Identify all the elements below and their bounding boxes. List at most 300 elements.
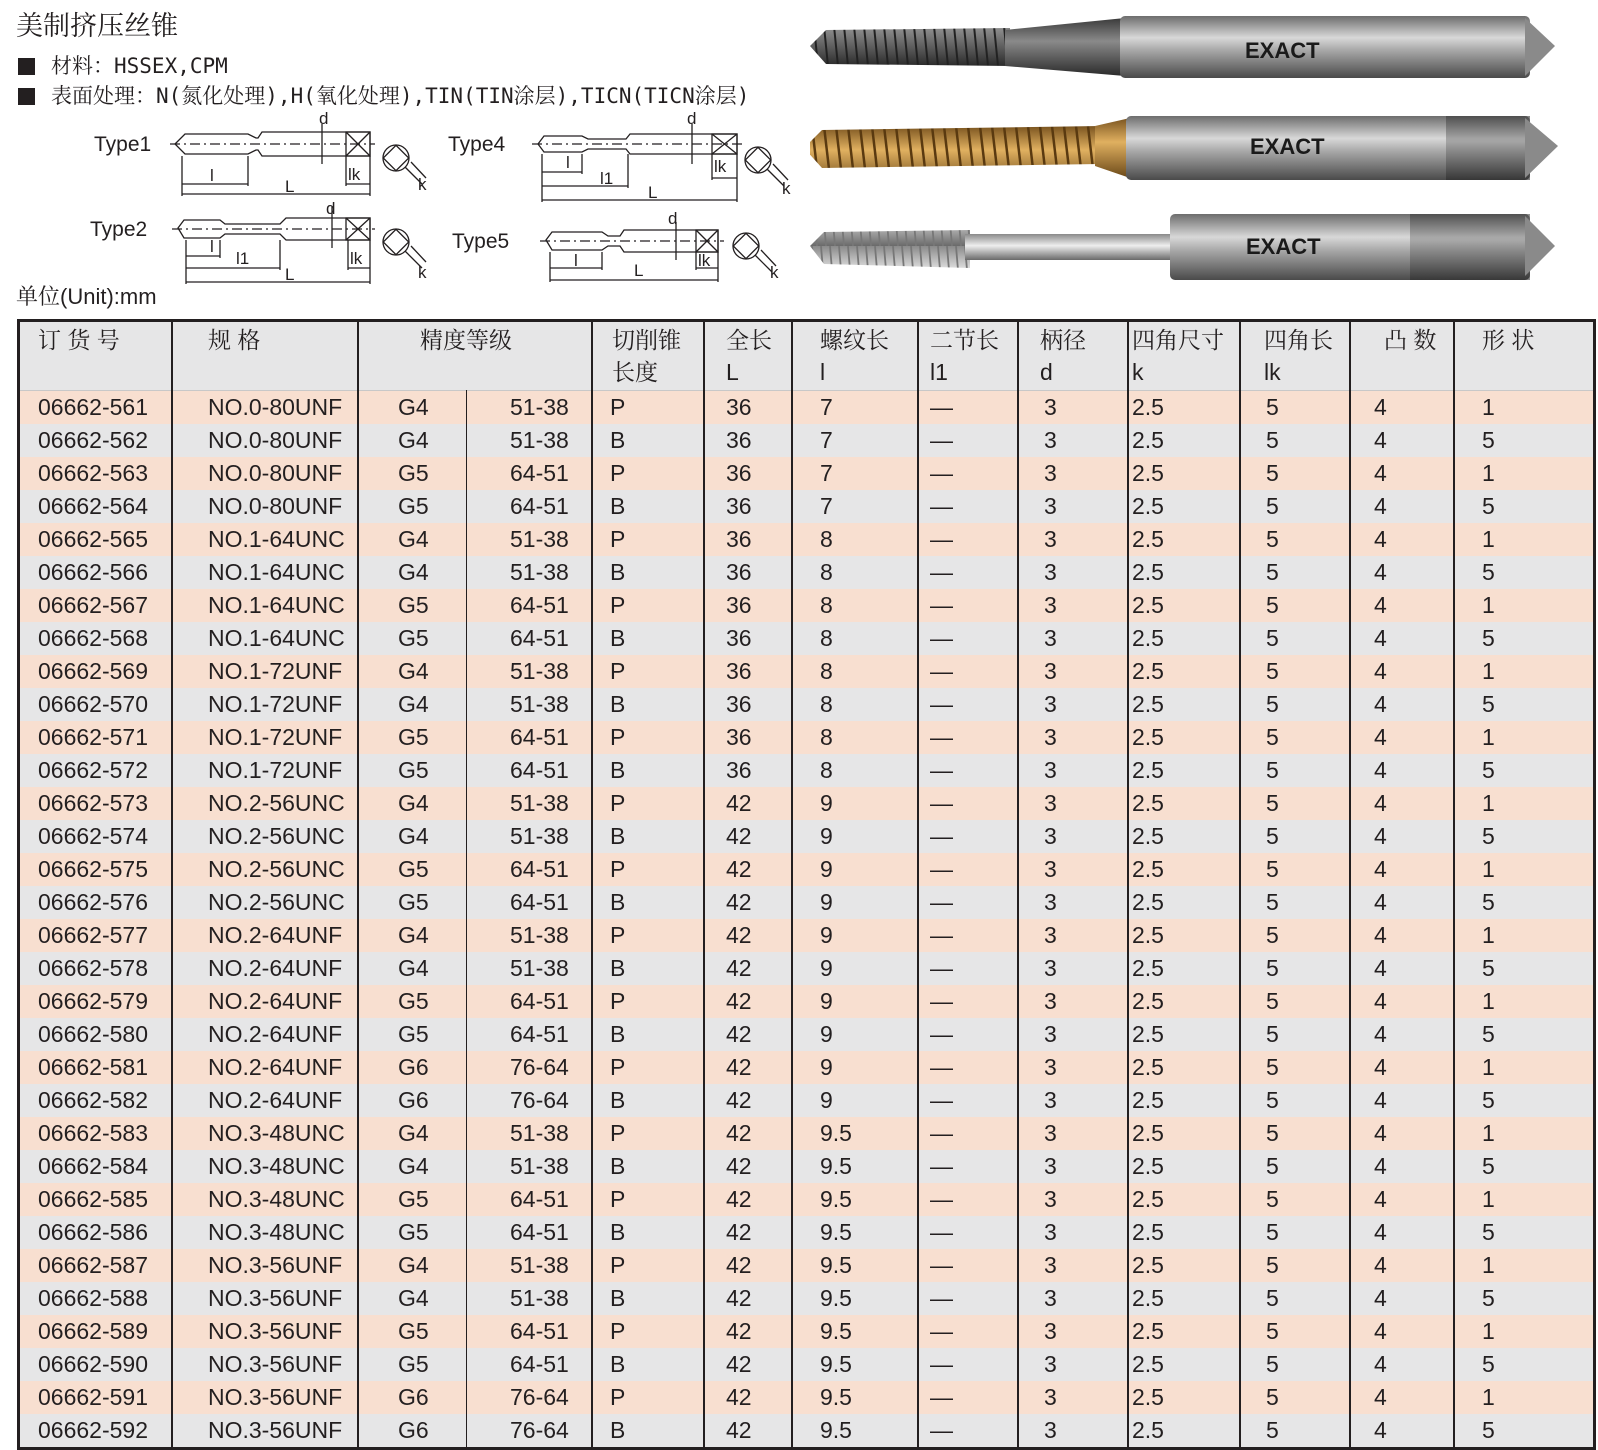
table-cell: 36 (726, 493, 752, 519)
table-cell: 64-51 (510, 460, 569, 486)
table-cell: P (610, 1186, 626, 1212)
column-header-title: 柄径 (1040, 327, 1086, 353)
table-cell: G5 (398, 1318, 429, 1344)
table-cell: 5 (1482, 1087, 1495, 1113)
table-cell: 4 (1374, 460, 1387, 486)
l-label: l (574, 251, 578, 270)
table-cell: NO.3-56UNF (208, 1252, 343, 1278)
table-cell: G5 (398, 988, 429, 1014)
table-row (20, 1282, 1593, 1315)
table-cell: 06662-585 (38, 1186, 148, 1212)
table-cell: 1 (1482, 1120, 1495, 1146)
table-cell: NO.2-56UNC (208, 823, 345, 849)
table-cell: 3 (1044, 1351, 1057, 1377)
table-cell: 8 (820, 757, 833, 783)
table-cell: 3 (1044, 1153, 1057, 1179)
table-row (20, 721, 1593, 754)
table-cell: NO.1-64UNC (208, 625, 345, 651)
table-cell: 4 (1374, 1351, 1387, 1377)
table-cell: 3 (1044, 1417, 1057, 1443)
table-cell: 06662-566 (38, 559, 148, 585)
table-cell: G4 (398, 790, 429, 816)
table-cell: 5 (1266, 1351, 1279, 1377)
table-cell: 5 (1266, 625, 1279, 651)
table-cell: 3 (1044, 427, 1057, 453)
table-cell: 1 (1482, 1384, 1495, 1410)
table-cell: 5 (1266, 1087, 1279, 1113)
k-label: k (418, 175, 427, 194)
table-cell: 76-64 (510, 1054, 569, 1080)
d-label: d (668, 209, 678, 228)
table-cell: 64-51 (510, 757, 569, 783)
table-cell: 64-51 (510, 493, 569, 519)
table-cell: 42 (726, 1120, 752, 1146)
table-cell: 4 (1374, 691, 1387, 717)
table-cell: 36 (726, 757, 752, 783)
table-cell: 1 (1482, 790, 1495, 816)
table-cell: P (610, 592, 626, 618)
table-cell: 36 (726, 526, 752, 552)
table-cell: NO.3-56UNF (208, 1285, 343, 1311)
table-cell: — (930, 625, 953, 651)
table-cell: 5 (1266, 691, 1279, 717)
table-cell: 2.5 (1132, 1021, 1164, 1047)
table-cell: 3 (1044, 658, 1057, 684)
table-cell: 4 (1374, 1318, 1387, 1344)
table-cell: — (930, 559, 953, 585)
table-cell: 42 (726, 1186, 752, 1212)
column-header-title: 切削锥 (612, 327, 681, 353)
table-cell: 8 (820, 625, 833, 651)
table-cell: 42 (726, 823, 752, 849)
table-cell: 51-38 (510, 658, 569, 684)
table-cell: 2.5 (1132, 889, 1164, 915)
table-cell: NO.3-56UNF (208, 1351, 343, 1377)
column-header (726, 322, 772, 390)
table-cell: B (610, 823, 626, 849)
unit-label: 单位(Unit):mm (16, 284, 157, 309)
table-cell: 06662-561 (38, 394, 148, 420)
table-cell: 7 (820, 460, 833, 486)
table-cell: 3 (1044, 460, 1057, 486)
table-cell: 1 (1482, 1252, 1495, 1278)
table-cell: — (930, 460, 953, 486)
table-cell: 5 (1266, 955, 1279, 981)
table-cell: B (610, 757, 626, 783)
column-divider (791, 322, 793, 1447)
column-header-subtitle: 长度 (612, 359, 658, 385)
table-cell: B (610, 1021, 626, 1047)
table-cell: — (930, 955, 953, 981)
table-cell: 4 (1374, 1186, 1387, 1212)
column-header-title: 螺纹长 (820, 327, 889, 353)
table-cell: 3 (1044, 1285, 1057, 1311)
table-cell: G4 (398, 1285, 429, 1311)
table-cell: — (930, 394, 953, 420)
column-header-title: 精度等级 (420, 327, 512, 353)
table-cell: 5 (1482, 1021, 1495, 1047)
column-header-title: 二节长 (930, 327, 999, 353)
table-cell: — (930, 493, 953, 519)
table-cell: 5 (1266, 856, 1279, 882)
table-cell: 9.5 (820, 1351, 852, 1377)
L-label: L (285, 177, 295, 196)
table-row (20, 853, 1593, 886)
type4-diagram (532, 108, 797, 204)
table-cell: NO.1-64UNC (208, 526, 345, 552)
table-cell: 42 (726, 1153, 752, 1179)
table-cell: NO.2-56UNC (208, 889, 345, 915)
table-cell: 2.5 (1132, 1120, 1164, 1146)
table-cell: — (930, 1285, 953, 1311)
table-row (20, 1216, 1593, 1249)
table-cell: 5 (1482, 691, 1495, 717)
table-cell: 06662-583 (38, 1120, 148, 1146)
table-cell: 06662-565 (38, 526, 148, 552)
table-cell: 2.5 (1132, 625, 1164, 651)
table-cell: P (610, 658, 626, 684)
table-row (20, 820, 1593, 853)
column-divider (703, 322, 705, 1447)
lk-label: lk (698, 251, 711, 270)
table-cell: 64-51 (510, 1219, 569, 1245)
table-cell: — (930, 1186, 953, 1212)
table-cell: NO.0-80UNF (208, 394, 343, 420)
table-cell: 1 (1482, 658, 1495, 684)
column-divider (1453, 322, 1455, 1447)
table-row (20, 556, 1593, 589)
table-cell: 5 (1266, 1219, 1279, 1245)
table-cell: 4 (1374, 427, 1387, 453)
table-cell: 5 (1266, 1021, 1279, 1047)
table-cell: 64-51 (510, 625, 569, 651)
table-cell: 5 (1482, 823, 1495, 849)
table-cell: 4 (1374, 658, 1387, 684)
table-cell: P (610, 526, 626, 552)
table-cell: 64-51 (510, 856, 569, 882)
table-cell: — (930, 922, 953, 948)
table-cell: 2.5 (1132, 493, 1164, 519)
column-header (1264, 322, 1333, 390)
table-cell: 2.5 (1132, 856, 1164, 882)
table-cell: 4 (1374, 592, 1387, 618)
table-cell: 2.5 (1132, 559, 1164, 585)
table-cell: 06662-573 (38, 790, 148, 816)
table-cell: 3 (1044, 1087, 1057, 1113)
column-header-subtitle: lk (1264, 359, 1281, 385)
table-cell: — (930, 1120, 953, 1146)
table-cell: G5 (398, 493, 429, 519)
table-cell: 2.5 (1132, 823, 1164, 849)
table-cell: NO.3-48UNC (208, 1219, 345, 1245)
table-row (20, 490, 1593, 523)
table-cell: 5 (1482, 493, 1495, 519)
table-cell: 9.5 (820, 1318, 852, 1344)
table-cell: 4 (1374, 1285, 1387, 1311)
column-header (612, 322, 681, 390)
table-cell: G4 (398, 658, 429, 684)
table-cell: B (610, 691, 626, 717)
table-cell: 4 (1374, 526, 1387, 552)
table-row (20, 1315, 1593, 1348)
table-cell: 42 (726, 1417, 752, 1443)
table-cell: — (930, 1054, 953, 1080)
type2-diagram (170, 196, 435, 286)
table-cell: 5 (1266, 1054, 1279, 1080)
table-cell: 06662-564 (38, 493, 148, 519)
table-cell: 4 (1374, 559, 1387, 585)
column-header-title: 规 格 (208, 327, 261, 353)
table-cell: B (610, 1087, 626, 1113)
table-cell: 42 (726, 1285, 752, 1311)
table-cell: 3 (1044, 724, 1057, 750)
table-cell: 64-51 (510, 988, 569, 1014)
table-cell: 06662-592 (38, 1417, 148, 1443)
table-cell: NO.1-72UNF (208, 757, 343, 783)
table-cell: 9.5 (820, 1285, 852, 1311)
table-cell: 9 (820, 790, 833, 816)
table-cell: G5 (398, 1186, 429, 1212)
table-cell: 5 (1266, 1417, 1279, 1443)
column-divider (357, 322, 359, 1447)
table-cell: 06662-580 (38, 1021, 148, 1047)
table-cell: NO.3-48UNC (208, 1186, 345, 1212)
table-cell: 3 (1044, 790, 1057, 816)
table-cell: 06662-574 (38, 823, 148, 849)
table-cell: NO.2-64UNF (208, 1087, 343, 1113)
column-header-subtitle: k (1132, 359, 1144, 385)
column-header (820, 322, 889, 390)
spec-table (17, 319, 1596, 1450)
table-cell: 9 (820, 856, 833, 882)
table-cell: 06662-582 (38, 1087, 148, 1113)
table-cell: 06662-586 (38, 1219, 148, 1245)
table-cell: B (610, 889, 626, 915)
table-cell: 5 (1266, 988, 1279, 1014)
table-cell: B (610, 427, 626, 453)
column-divider (171, 322, 173, 1447)
table-cell: NO.0-80UNF (208, 493, 343, 519)
table-cell: 5 (1482, 1417, 1495, 1443)
table-cell: 3 (1044, 1219, 1057, 1245)
table-cell: G6 (398, 1054, 429, 1080)
table-cell: 5 (1266, 394, 1279, 420)
lk-label: lk (350, 249, 363, 268)
table-cell: 42 (726, 889, 752, 915)
table-cell: 2.5 (1132, 658, 1164, 684)
table-cell: NO.3-56UNF (208, 1384, 343, 1410)
table-cell: 2.5 (1132, 1417, 1164, 1443)
l1-label: l1 (236, 249, 250, 268)
table-cell: 1 (1482, 460, 1495, 486)
table-cell: — (930, 889, 953, 915)
table-row (20, 589, 1593, 622)
table-cell: 2.5 (1132, 460, 1164, 486)
table-cell: 5 (1266, 592, 1279, 618)
table-cell: 3 (1044, 625, 1057, 651)
table-cell: 5 (1266, 790, 1279, 816)
table-cell: 5 (1482, 955, 1495, 981)
table-cell: 4 (1374, 889, 1387, 915)
table-cell: 5 (1266, 724, 1279, 750)
table-cell: 5 (1266, 1285, 1279, 1311)
l-label: l (210, 237, 214, 256)
type1-label: Type1 (94, 133, 152, 156)
column-header-title: 凸 数 (1384, 327, 1437, 353)
table-cell: 06662-584 (38, 1153, 148, 1179)
table-cell: — (930, 1384, 953, 1410)
table-cell: 9 (820, 1087, 833, 1113)
table-cell: NO.2-64UNF (208, 955, 343, 981)
table-cell: 4 (1374, 856, 1387, 882)
table-cell: 2.5 (1132, 691, 1164, 717)
table-row (20, 886, 1593, 919)
table-cell: 4 (1374, 1153, 1387, 1179)
table-cell: 2.5 (1132, 955, 1164, 981)
page-title: 美制挤压丝锥 (16, 11, 178, 41)
table-cell: NO.3-48UNC (208, 1120, 345, 1146)
table-cell: 4 (1374, 625, 1387, 651)
table-cell: 51-38 (510, 823, 569, 849)
table-cell: 06662-578 (38, 955, 148, 981)
table-cell: 64-51 (510, 1318, 569, 1344)
table-cell: 5 (1266, 1120, 1279, 1146)
table-cell: 36 (726, 658, 752, 684)
table-cell: 3 (1044, 559, 1057, 585)
table-cell: NO.3-56UNF (208, 1417, 343, 1443)
table-cell: 5 (1266, 493, 1279, 519)
column-divider (1127, 322, 1129, 1447)
material-text: 材料：HSSEX,CPM (51, 54, 228, 78)
table-cell: 9 (820, 823, 833, 849)
table-cell: B (610, 1285, 626, 1311)
table-cell: NO.0-80UNF (208, 427, 343, 453)
column-divider (1017, 322, 1019, 1447)
column-header-subtitle: d (1040, 359, 1053, 385)
table-cell: 5 (1266, 559, 1279, 585)
table-cell: 5 (1266, 823, 1279, 849)
table-cell: 64-51 (510, 1351, 569, 1377)
table-cell: 2.5 (1132, 922, 1164, 948)
table-cell: 76-64 (510, 1417, 569, 1443)
table-row (20, 1084, 1593, 1117)
table-cell: 1 (1482, 724, 1495, 750)
table-cell: G4 (398, 526, 429, 552)
column-divider (591, 322, 593, 1447)
table-cell: 3 (1044, 1186, 1057, 1212)
column-header-subtitle: l (820, 359, 826, 385)
table-cell: NO.2-56UNC (208, 790, 345, 816)
table-cell: — (930, 757, 953, 783)
column-header (208, 322, 260, 390)
table-cell: G5 (398, 889, 429, 915)
table-cell: 4 (1374, 988, 1387, 1014)
table-cell: G5 (398, 724, 429, 750)
table-header (20, 322, 1593, 391)
table-cell: 4 (1374, 394, 1387, 420)
table-cell: 42 (726, 1054, 752, 1080)
table-cell: G4 (398, 1120, 429, 1146)
table-cell: 5 (1482, 1219, 1495, 1245)
tap-product-images (810, 6, 1570, 286)
L-label: L (634, 261, 644, 280)
table-cell: 36 (726, 724, 752, 750)
table-cell: 4 (1374, 922, 1387, 948)
table-cell: G4 (398, 559, 429, 585)
table-cell: 4 (1374, 1120, 1387, 1146)
table-cell: 5 (1266, 1318, 1279, 1344)
column-divider (917, 322, 919, 1447)
column-header (420, 322, 512, 390)
table-cell: G5 (398, 856, 429, 882)
table-cell: 3 (1044, 1120, 1057, 1146)
table-cell: 51-38 (510, 526, 569, 552)
table-cell: 8 (820, 559, 833, 585)
table-row (20, 1249, 1593, 1282)
table-cell: 2.5 (1132, 724, 1164, 750)
table-cell: 2.5 (1132, 592, 1164, 618)
d-label: d (687, 109, 697, 128)
table-cell: 64-51 (510, 1186, 569, 1212)
table-cell: G6 (398, 1384, 429, 1410)
table-row (20, 952, 1593, 985)
table-row (20, 1117, 1593, 1150)
table-cell: P (610, 724, 626, 750)
table-cell: 9.5 (820, 1153, 852, 1179)
table-cell: — (930, 691, 953, 717)
table-cell: P (610, 856, 626, 882)
table-cell: 4 (1374, 1054, 1387, 1080)
table-cell: 3 (1044, 493, 1057, 519)
table-cell: P (610, 1384, 626, 1410)
table-cell: — (930, 427, 953, 453)
table-cell: P (610, 1054, 626, 1080)
table-cell: 5 (1266, 1153, 1279, 1179)
table-cell: NO.1-72UNF (208, 724, 343, 750)
table-cell: 5 (1482, 1351, 1495, 1377)
table-cell: — (930, 1351, 953, 1377)
table-cell: G5 (398, 592, 429, 618)
column-header (1384, 322, 1436, 390)
table-cell: 42 (726, 1351, 752, 1377)
table-cell: 51-38 (510, 559, 569, 585)
table-cell: 1 (1482, 1318, 1495, 1344)
table-cell: P (610, 1120, 626, 1146)
table-cell: NO.2-56UNC (208, 856, 345, 882)
column-header-title: 订 货 号 (38, 327, 120, 353)
table-cell: 9 (820, 955, 833, 981)
table-cell: — (930, 1021, 953, 1047)
table-cell: 3 (1044, 823, 1057, 849)
table-cell: 64-51 (510, 889, 569, 915)
table-cell: 9.5 (820, 1219, 852, 1245)
table-cell: — (930, 988, 953, 1014)
table-cell: NO.1-72UNF (208, 658, 343, 684)
table-cell: 76-64 (510, 1087, 569, 1113)
d-label: d (326, 199, 336, 218)
table-cell: 2.5 (1132, 1252, 1164, 1278)
table-cell: 51-38 (510, 955, 569, 981)
table-cell: — (930, 592, 953, 618)
table-cell: 8 (820, 592, 833, 618)
table-cell: G6 (398, 1417, 429, 1443)
table-row (20, 1381, 1593, 1414)
table-cell: 06662-581 (38, 1054, 148, 1080)
table-cell: G4 (398, 922, 429, 948)
table-cell: 5 (1482, 1153, 1495, 1179)
surface-treatment-line (18, 80, 749, 110)
table-cell: P (610, 922, 626, 948)
